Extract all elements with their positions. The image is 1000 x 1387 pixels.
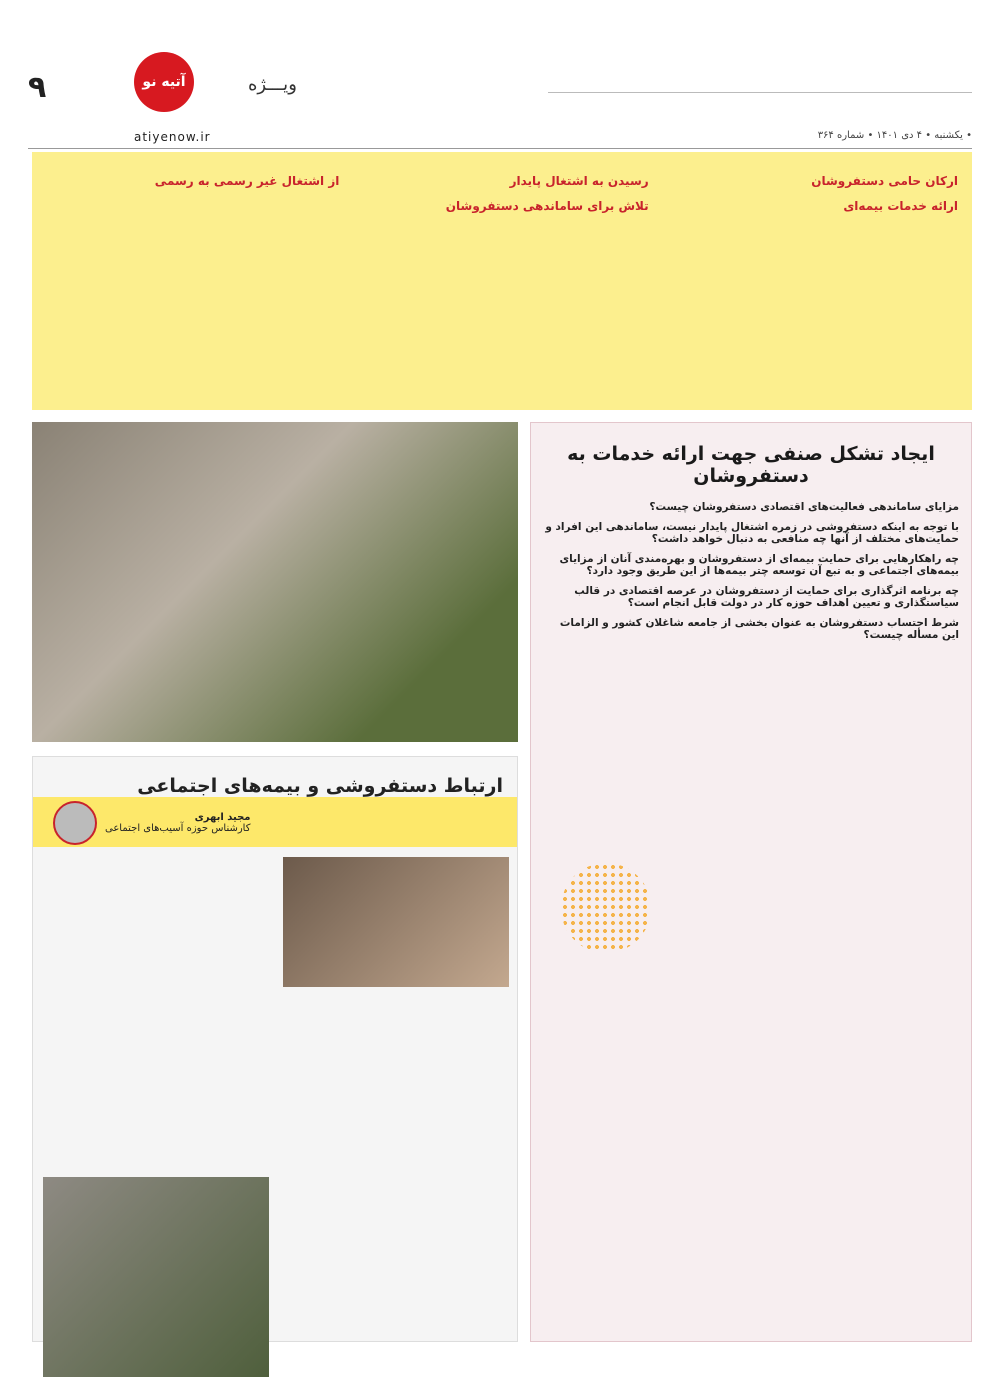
header-rule <box>28 148 972 149</box>
dateline: • یکشنبه • ۴ دی ۱۴۰۱ • شماره ۳۶۴ <box>817 130 972 141</box>
interview-question: با توجه به اینکه دستفروشی در زمره اشتغال پایدار نیست، ساماندهی این افراد و حمایت‌های مختلف از آنها چه منافعی به دنبال خواهد داشت؟ <box>545 521 959 545</box>
section-title: ویـــژه <box>248 74 297 95</box>
author-name: مجید ابهری <box>194 812 251 823</box>
interview-question: چه راهکارهایی برای حمایت بیمه‌ای از دستفروشان و بهره‌مندی آنان از مزایای بیمه‌های اجتماعی و به تبع آن توسعه چتر بیمه‌ها از این طریق وجود دارد؟ <box>559 553 959 577</box>
interview-box <box>530 422 972 1342</box>
intro-col <box>355 166 648 396</box>
site-url: atiyenow.ir <box>134 130 211 144</box>
interview-question: چه برنامه اثرگذاری برای حمایت از دستفروشان در عرصه اقتصادی در قالب سیاستگذاری و تعیین اهداف حوزه کار در دولت قابل انجام است؟ <box>574 585 959 609</box>
intro-heading: از اشتغال غیر رسمی به رسمی <box>154 174 340 188</box>
street-vendor-photo <box>32 422 518 742</box>
intro-box <box>32 152 972 410</box>
seated-vendor-photo <box>43 1177 269 1377</box>
intro-col <box>46 166 339 396</box>
logo: آتیه نو <box>134 52 194 112</box>
intro-heading: ارائه خدمات بیمه‌ای <box>843 198 958 213</box>
author-card <box>53 801 251 845</box>
intro-heading: ارکان حامی دستفروشان <box>811 174 958 188</box>
author-role: کارشناس حوزه آسیب‌های اجتماعی <box>105 823 251 834</box>
intro-heading: تلاش برای ساماندهی دستفروشان <box>445 198 649 213</box>
interview-question: شرط احتساب دستفروشان به عنوان بخشی از جامعه شاغلان کشور و الزامات این مسأله چیست؟ <box>559 617 959 641</box>
page-header <box>0 0 1000 150</box>
market-photo <box>283 857 509 987</box>
opinion-title: ارتباط دستفروشی و بیمه‌های اجتماعی <box>137 775 503 797</box>
intro-col <box>665 166 958 396</box>
intro-heading: رسیدن به اشتغال پایدار <box>509 174 649 188</box>
page-number: ۹ <box>28 70 47 105</box>
opinion-box <box>32 756 518 1342</box>
avatar <box>53 801 97 845</box>
header-divider <box>548 92 972 93</box>
interview-title: ایجاد تشکل صنفی جهت ارائه خدمات به دستفروشان <box>567 443 935 487</box>
decorative-dots <box>561 863 651 953</box>
interview-question: مزایای ساماندهی فعالیت‌های اقتصادی دستفروشان چیست؟ <box>649 501 959 513</box>
